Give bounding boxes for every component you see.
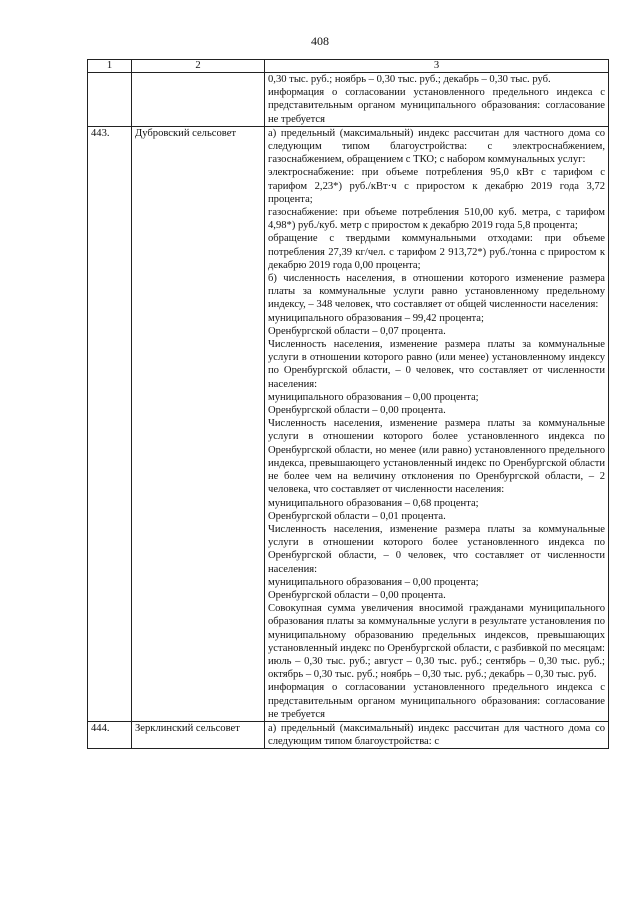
paragraph: обращение с твердыми коммунальными отходами: при объеме потребления 27,39 кг/чел. с тарифом 2 913,72*) руб./тонна с приростом к декабрю 2019 года 0,00 процента; <box>268 233 605 271</box>
paragraph: а) предельный (максимальный) индекс рассчитан для частного дома со следующим типом благоустройства: с электроснабжением, газоснабжением, обращением с ТКО; с набором коммунальных услуг: <box>268 127 605 166</box>
description-cell <box>265 73 609 127</box>
paragraph: Численность населения, изменение размера платы за коммунальные услуги в отношении которого более установленного индекса по Оренбургской области, – 0 человек, что составляет от численности населения: <box>268 523 605 575</box>
row-number-cell: 444. <box>88 721 132 748</box>
table-header-row <box>88 60 609 73</box>
header-col-3: 3 <box>265 60 609 73</box>
paragraph: Оренбургской области – 0,00 процента. <box>268 589 446 601</box>
municipality-cell: Зерклинский сельсовет <box>132 721 265 748</box>
description-cell <box>265 126 609 721</box>
tariff-table <box>87 59 609 749</box>
paragraph: муниципального образования – 0,00 процента; <box>268 391 479 403</box>
municipality-cell: Дубровский сельсовет <box>132 126 265 721</box>
page-number: 408 <box>311 34 329 48</box>
paragraph: Численность населения, изменение размера платы за коммунальные услуги в отношении которого более установленного индекса по Оренбургской области, но менее (или равно) установленного предельного индекса, превышающего установленный индекс по Оренбургской области не более чем на величину отклонения по Оренбургской области, – 2 человека, что составляет от численности населения: <box>268 418 605 496</box>
paragraph: Оренбургской области – 0,07 процента. <box>268 325 446 337</box>
municipality-cell <box>132 73 265 127</box>
paragraph: муниципального образования – 0,68 процента; <box>268 497 479 509</box>
header-col-1: 1 <box>88 60 132 73</box>
header-col-2: 2 <box>132 60 265 73</box>
row-number-cell <box>88 73 132 127</box>
row-number-cell: 443. <box>88 126 132 721</box>
continuation-row <box>88 73 609 127</box>
paragraph: электроснабжение: при объеме потребления 95,0 кВт с тарифом с тарифом 2,23*) руб./кВт·ч с приростом к декабрю 2019 года 3,72 процента; <box>268 167 605 205</box>
paragraph: Оренбургской области – 0,00 процента. <box>268 405 446 417</box>
description-cell <box>265 721 609 748</box>
paragraph: газоснабжение: при объеме потребления 510,00 куб. метра, с тарифом 4,98*) руб./куб. метр с приростом к декабрю 2019 года 5,8 процента; <box>268 207 605 232</box>
table-row <box>88 126 609 721</box>
paragraph: муниципального образования – 99,42 процента; <box>268 312 484 324</box>
paragraph: информация о согласовании установленного предельного индекса с представительным органом муниципального образования: согласование не требуется <box>268 682 605 720</box>
table-row <box>88 721 609 748</box>
paragraph: Оренбургской области – 0,01 процента. <box>268 510 446 522</box>
paragraph: 0,30 тыс. руб.; ноябрь – 0,30 тыс. руб.; декабрь – 0,30 тыс. руб. <box>268 74 551 85</box>
paragraph: а) предельный (максимальный) индекс рассчитан для частного дома со следующим типом благоустройства: с <box>268 722 605 748</box>
paragraph: Совокупная сумма увеличения вносимой гражданами муниципального образования платы за коммунальные услуги в результате установления по муниципальному образованию предельных индексов, превышающих установленный индекс по Оренбургской области, с разбивкой по месяцам: июль – 0,30 тыс. руб.; август – 0,30 тыс. руб.; сентябрь – 0,30 тыс. руб.; октябрь – 0,30 тыс. руб.; ноябрь – 0,30 тыс. руб.; декабрь – 0,30 тыс. руб. <box>268 603 605 681</box>
paragraph: Численность населения, изменение размера платы за коммунальные услуги в отношении которого равно (или менее) установленному индексу по Оренбургской области, – 0 человек, что составляет от численности населения: <box>268 339 605 390</box>
paragraph: муниципального образования – 0,00 процента; <box>268 576 479 588</box>
paragraph: информация о согласовании установленного предельного индекса с представительным органом муниципального образования: согласование не требуется <box>268 87 605 125</box>
paragraph: б) численность населения, в отношении которого изменение размера платы за коммунальные услуги равно установленному предельному индексу, – 348 человек, что составляет от общей численности населения: <box>268 273 605 311</box>
